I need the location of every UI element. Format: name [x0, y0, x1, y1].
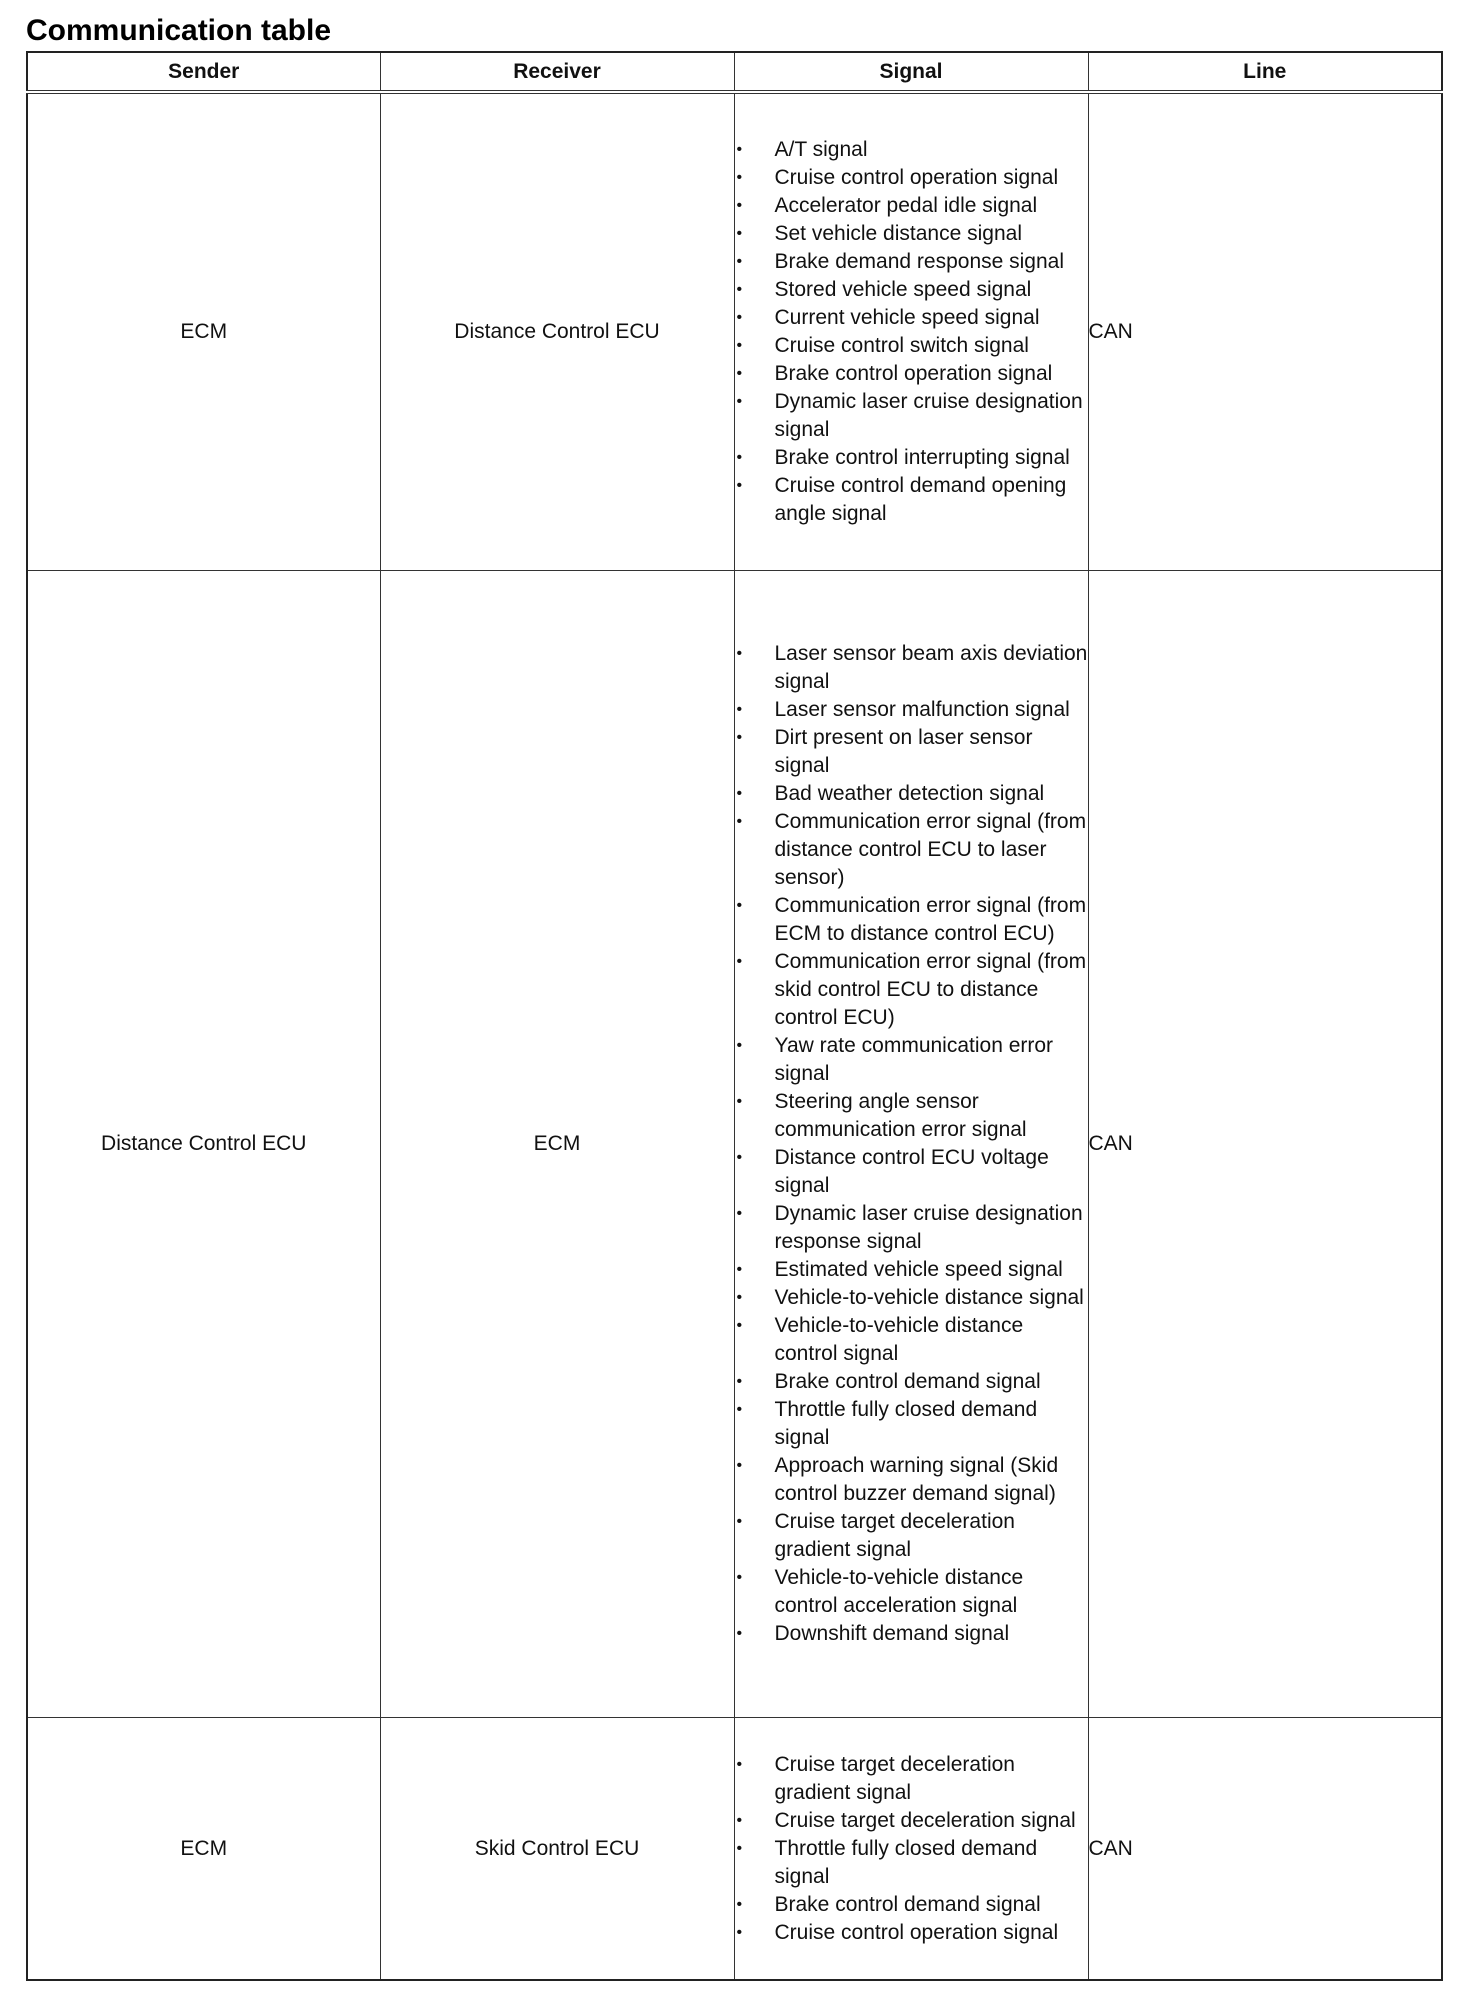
signal-item: • Dirt present on laser sensor signal [735, 724, 1088, 780]
signal-item: • Brake control operation signal [735, 360, 1088, 388]
signal-item: • Vehicle-to-vehicle distance control signal [735, 1312, 1088, 1368]
signal-cell [734, 571, 1088, 1718]
signal-item: • Set vehicle distance signal [735, 220, 1088, 248]
sender-cell: Distance Control ECU [27, 571, 380, 1718]
signal-item: • Vehicle-to-vehicle distance control acceleration signal [735, 1564, 1088, 1620]
signal-item: • Brake control demand signal [735, 1368, 1088, 1396]
signal-item: • Vehicle-to-vehicle distance signal [735, 1284, 1088, 1312]
signal-item: • Yaw rate communication error signal [735, 1032, 1088, 1088]
signal-item: • Laser sensor beam axis deviation signal [735, 640, 1088, 696]
signal-item: • Communication error signal (from skid control ECU to distance control ECU) [735, 948, 1088, 1032]
signal-item: • Steering angle sensor communication error signal [735, 1088, 1088, 1144]
signal-item: • Throttle fully closed demand signal [735, 1835, 1088, 1891]
signal-item: • Cruise control operation signal [735, 164, 1088, 192]
signal-cell [734, 1718, 1088, 1981]
signal-item: • Accelerator pedal idle signal [735, 192, 1088, 220]
receiver-cell: ECM [380, 571, 734, 1718]
signal-item: • Brake control demand signal [735, 1891, 1088, 1919]
signal-list [735, 1751, 1088, 1947]
column-header-receiver: Receiver [380, 52, 734, 92]
signal-item: • Cruise target deceleration gradient signal [735, 1751, 1088, 1807]
signal-item: • Downshift demand signal [735, 1620, 1088, 1648]
page-title: Communication table [26, 14, 332, 47]
table-row [27, 1718, 1442, 1981]
sender-cell: ECM [27, 1718, 380, 1981]
sender-cell: ECM [27, 92, 380, 571]
line-cell: CAN [1088, 92, 1442, 571]
signal-item: • Stored vehicle speed signal [735, 276, 1088, 304]
signal-item: • Communication error signal (from distance control ECU to laser sensor) [735, 808, 1088, 892]
table-header-row [27, 52, 1442, 92]
table-row [27, 92, 1442, 571]
signal-item: • Cruise control demand opening angle signal [735, 472, 1088, 528]
signal-list [735, 136, 1088, 528]
signal-item: • Dynamic laser cruise designation response signal [735, 1200, 1088, 1256]
signal-item: • Laser sensor malfunction signal [735, 696, 1088, 724]
signal-cell [734, 92, 1088, 571]
signal-item: • Approach warning signal (Skid control buzzer demand signal) [735, 1452, 1088, 1508]
signal-item: • Brake control interrupting signal [735, 444, 1088, 472]
signal-item: • Cruise control operation signal [735, 1919, 1088, 1947]
line-cell: CAN [1088, 571, 1442, 1718]
signal-item: • Communication error signal (from ECM to distance control ECU) [735, 892, 1088, 948]
column-header-sender: Sender [27, 52, 380, 92]
receiver-cell: Distance Control ECU [380, 92, 734, 571]
signal-list [735, 640, 1088, 1648]
column-header-signal: Signal [734, 52, 1088, 92]
communication-table [26, 51, 1443, 1981]
signal-item: • Current vehicle speed signal [735, 304, 1088, 332]
signal-item: • Estimated vehicle speed signal [735, 1256, 1088, 1284]
receiver-cell: Skid Control ECU [380, 1718, 734, 1981]
signal-item: • Brake demand response signal [735, 248, 1088, 276]
signal-item: • Dynamic laser cruise designation signal [735, 388, 1088, 444]
signal-item: • Throttle fully closed demand signal [735, 1396, 1088, 1452]
column-header-line: Line [1088, 52, 1442, 92]
line-cell: CAN [1088, 1718, 1442, 1981]
signal-item: • Distance control ECU voltage signal [735, 1144, 1088, 1200]
signal-item: • Cruise target deceleration gradient signal [735, 1508, 1088, 1564]
signal-item: • Bad weather detection signal [735, 780, 1088, 808]
table-row [27, 571, 1442, 1718]
signal-item: • A/T signal [735, 136, 1088, 164]
signal-item: • Cruise control switch signal [735, 332, 1088, 360]
signal-item: • Cruise target deceleration signal [735, 1807, 1088, 1835]
